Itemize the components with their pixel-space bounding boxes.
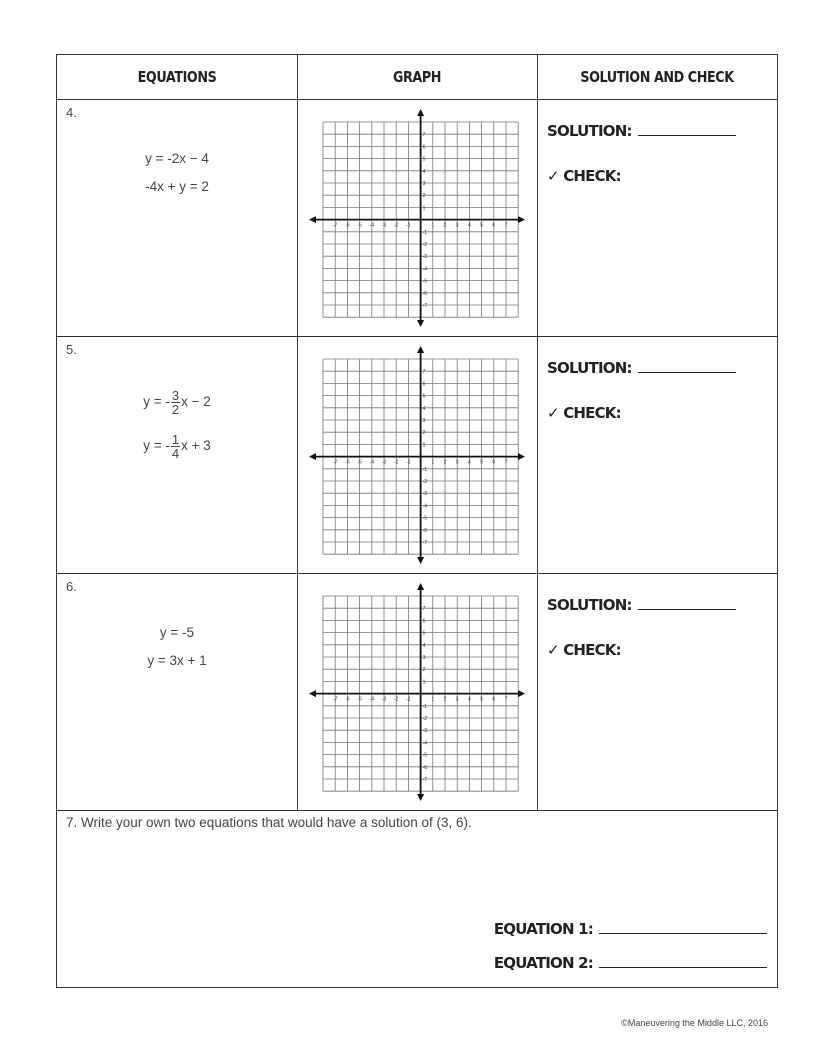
- equation-2: -4x + y = 2: [145, 179, 209, 194]
- equation-2: y = 3x + 1: [147, 653, 207, 668]
- equation-1-field[interactable]: [494, 919, 767, 938]
- x-tick-label: 4: [468, 696, 471, 703]
- x-tick-label: -4: [369, 222, 375, 229]
- y-tick-label: 6: [422, 381, 426, 388]
- divider: [57, 810, 777, 811]
- y-tick-label: 6: [422, 618, 426, 625]
- y-tick-label: -3: [422, 491, 428, 498]
- divider: [57, 99, 777, 100]
- question-7: 7. Write your own two equations that would have a solution of (3, 6).: [66, 815, 472, 830]
- y-tick-label: -1: [422, 703, 428, 710]
- x-tick-label: -3: [381, 222, 387, 229]
- y-tick-label: 3: [422, 655, 426, 661]
- x-tick-label: -7: [332, 696, 338, 703]
- x-tick-label: 7: [504, 222, 508, 229]
- x-tick-label: -1: [406, 222, 411, 229]
- x-tick-label: 1: [431, 222, 435, 229]
- x-tick-label: -7: [332, 459, 338, 466]
- x-tick-label: 1: [431, 459, 435, 466]
- x-tick-label: -1: [406, 696, 411, 703]
- numerator: 1: [171, 432, 180, 447]
- arrow-right-icon: [518, 690, 525, 697]
- y-tick-label: -2: [422, 479, 428, 485]
- x-tick-label: 1: [431, 696, 435, 703]
- x-tick-label: 6: [492, 459, 496, 466]
- equation-1-blank[interactable]: [599, 919, 767, 934]
- y-tick-label: -4: [422, 740, 428, 747]
- x-tick-label: 6: [492, 696, 496, 703]
- y-tick-label: 5: [422, 630, 426, 637]
- coordinate-grid[interactable]: [307, 108, 527, 328]
- problem-number: 5.: [66, 342, 77, 357]
- x-tick-label: 5: [480, 696, 483, 703]
- solution-blank[interactable]: [638, 358, 736, 373]
- problem-number: 4.: [66, 105, 77, 120]
- header-equations: EQUATIONS: [137, 68, 217, 86]
- y-tick-label: 5: [422, 393, 426, 400]
- x-tick-label: 7: [504, 459, 508, 466]
- equation-1: y = -5: [159, 625, 195, 640]
- arrow-right-icon: [518, 216, 525, 223]
- fraction: [171, 389, 180, 416]
- y-tick-label: 6: [422, 144, 426, 151]
- x-tick-label: 3: [455, 222, 459, 229]
- y-tick-label: -7: [422, 777, 428, 783]
- eq-part: y = -: [143, 394, 170, 410]
- equation-2-field[interactable]: [494, 953, 767, 972]
- solution-field[interactable]: [547, 121, 736, 140]
- check-label: ✓ CHECK:: [547, 404, 621, 422]
- coordinate-grid[interactable]: [307, 345, 527, 565]
- worksheet-table: [56, 54, 778, 988]
- x-tick-label: 5: [480, 222, 483, 229]
- solution-field[interactable]: [547, 358, 736, 377]
- equation-1-label: EQUATION 1:: [493, 920, 593, 938]
- x-tick-label: 2: [443, 696, 447, 703]
- divider: [297, 55, 298, 810]
- y-tick-label: 5: [422, 156, 426, 163]
- solution-label: SOLUTION:: [547, 122, 632, 140]
- x-tick-label: -6: [345, 696, 350, 703]
- x-tick-label: -4: [369, 459, 375, 466]
- equation-2-blank[interactable]: [599, 953, 767, 968]
- x-tick-label: 2: [443, 459, 447, 466]
- check-label: ✓ CHECK:: [547, 167, 621, 185]
- divider: [57, 573, 777, 574]
- x-tick-label: -5: [357, 459, 362, 466]
- check-label: ✓ CHECK:: [547, 641, 621, 659]
- divider: [57, 336, 777, 337]
- fraction: [171, 433, 180, 460]
- header-solution-check: SOLUTION AND CHECK: [580, 68, 734, 86]
- y-tick-label: 3: [422, 181, 426, 187]
- eq-part: y = -: [143, 438, 170, 454]
- y-tick-label: -3: [422, 254, 428, 261]
- x-tick-label: -1: [406, 459, 411, 466]
- x-tick-label: -4: [369, 696, 375, 703]
- y-tick-label: -1: [422, 466, 428, 473]
- arrow-up-icon: [417, 583, 424, 590]
- solution-blank[interactable]: [638, 121, 736, 136]
- arrow-down-icon: [417, 794, 424, 801]
- arrow-left-icon: [309, 690, 316, 697]
- x-tick-label: -6: [345, 222, 350, 229]
- y-tick-label: -1: [422, 229, 428, 236]
- x-tick-label: -6: [345, 459, 350, 466]
- y-tick-label: -3: [422, 728, 428, 735]
- solution-field[interactable]: [547, 595, 736, 614]
- y-tick-label: -6: [422, 764, 428, 771]
- y-tick-label: 1: [422, 679, 426, 686]
- x-tick-label: -5: [357, 222, 362, 229]
- y-tick-label: -6: [422, 527, 428, 534]
- y-tick-label: -5: [422, 515, 428, 522]
- equation-2: [57, 433, 297, 460]
- y-tick-label: 4: [422, 405, 426, 412]
- y-tick-label: -4: [422, 266, 428, 273]
- x-tick-label: 5: [480, 459, 483, 466]
- x-tick-label: -2: [393, 459, 399, 466]
- x-tick-label: 3: [455, 696, 459, 703]
- denominator: 2: [171, 402, 180, 417]
- x-tick-label: 2: [443, 222, 447, 229]
- y-tick-label: -7: [422, 540, 428, 546]
- arrow-left-icon: [309, 453, 316, 460]
- arrow-left-icon: [309, 216, 316, 223]
- y-tick-label: -6: [422, 290, 428, 297]
- header-graph: GRAPH: [392, 68, 442, 86]
- x-tick-label: -7: [332, 222, 338, 229]
- x-tick-label: -2: [393, 696, 399, 703]
- y-tick-label: -2: [422, 242, 428, 248]
- y-tick-label: -5: [422, 752, 428, 759]
- x-tick-label: -3: [381, 459, 387, 466]
- y-tick-label: 3: [422, 418, 426, 424]
- problem-number: 6.: [66, 579, 77, 594]
- x-tick-label: -2: [393, 222, 399, 229]
- divider: [537, 55, 538, 810]
- eq-part: x − 2: [181, 394, 211, 410]
- coordinate-grid[interactable]: [307, 582, 527, 802]
- y-tick-label: -5: [422, 278, 428, 285]
- solution-label: SOLUTION:: [547, 596, 632, 614]
- equation-2-label: EQUATION 2:: [493, 954, 593, 972]
- x-tick-label: 4: [468, 459, 471, 466]
- y-tick-label: 7: [422, 369, 426, 376]
- equation-1: y = -2x − 4: [145, 151, 209, 166]
- y-tick-label: -2: [422, 716, 428, 722]
- eq-part: x + 3: [181, 438, 211, 454]
- arrow-down-icon: [417, 557, 424, 564]
- x-tick-label: 6: [492, 222, 496, 229]
- copyright-footer: ©Maneuvering the Middle LLC, 2016: [621, 1018, 768, 1028]
- arrow-up-icon: [417, 109, 424, 116]
- x-tick-label: 4: [468, 222, 471, 229]
- denominator: 4: [171, 446, 180, 461]
- equation-1: [57, 389, 297, 416]
- arrow-up-icon: [417, 346, 424, 353]
- y-tick-label: 7: [422, 606, 426, 613]
- y-tick-label: 1: [422, 205, 426, 212]
- y-tick-label: 2: [422, 667, 426, 674]
- y-tick-label: 2: [422, 193, 426, 200]
- x-tick-label: 3: [455, 459, 459, 466]
- y-tick-label: -7: [422, 303, 428, 309]
- x-tick-label: -5: [357, 696, 362, 703]
- x-tick-label: 7: [504, 696, 508, 703]
- solution-blank[interactable]: [638, 595, 736, 610]
- numerator: 3: [171, 388, 180, 403]
- y-tick-label: 7: [422, 132, 426, 139]
- y-tick-label: 4: [422, 168, 426, 175]
- y-tick-label: 2: [422, 430, 426, 437]
- arrow-right-icon: [518, 453, 525, 460]
- y-tick-label: -4: [422, 503, 428, 510]
- solution-label: SOLUTION:: [547, 359, 632, 377]
- y-tick-label: 4: [422, 642, 426, 649]
- x-tick-label: -3: [381, 696, 387, 703]
- y-tick-label: 1: [422, 442, 426, 449]
- arrow-down-icon: [417, 320, 424, 327]
